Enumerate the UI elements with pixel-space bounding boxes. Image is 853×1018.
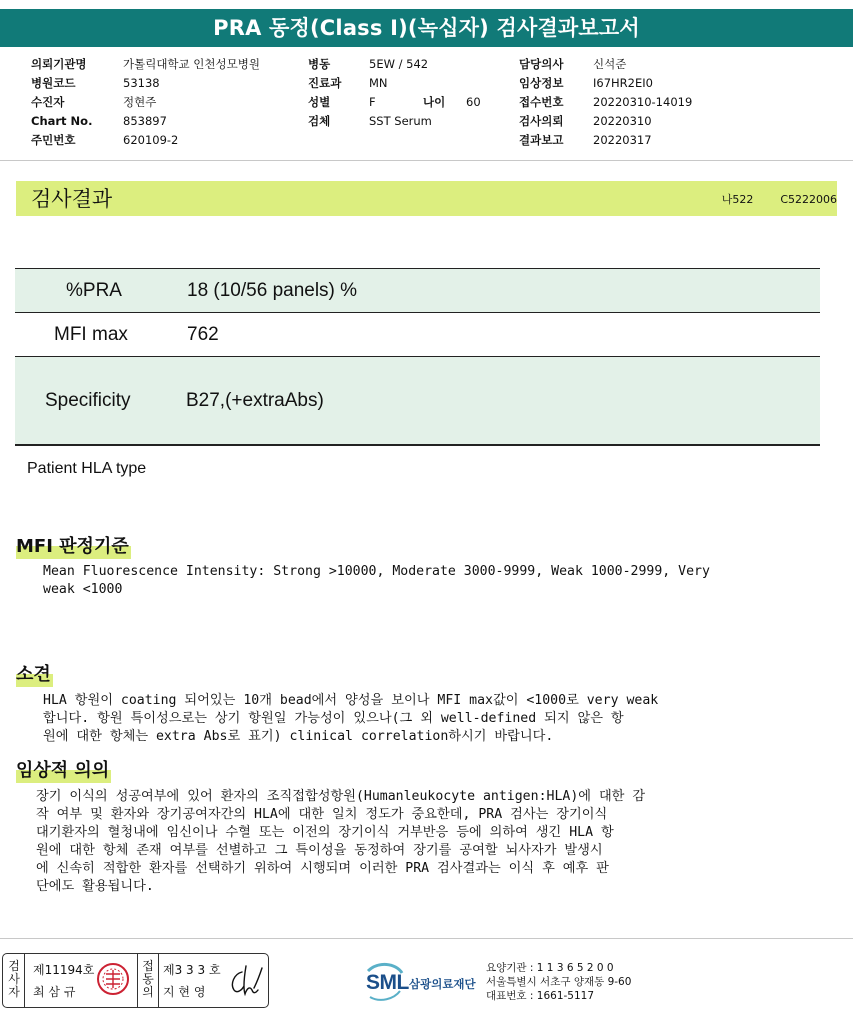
- inspector-name: 최 삼 규: [33, 985, 76, 999]
- org-line: 서울특별시 서초구 양재동 9-60: [486, 976, 632, 988]
- vertical-char: 접: [142, 959, 154, 973]
- specificity-value: B27,(+extraAbs): [186, 390, 324, 411]
- header-value: 53138: [123, 76, 160, 90]
- header-value: 853897: [123, 114, 167, 128]
- report-title: PRA 동정(Class I)(녹십자) 검사결과보고서: [0, 9, 853, 47]
- mfi-criteria-line: weak <1000: [43, 582, 123, 597]
- header-value: SST Serum: [369, 114, 432, 128]
- table-bottom-line: [15, 444, 820, 446]
- signature-box: [2, 953, 269, 1008]
- header-label: 수진자: [31, 95, 65, 109]
- header-label: Chart No.: [31, 114, 93, 128]
- table-row-pra: [15, 269, 820, 312]
- vertical-char: 검: [8, 959, 20, 973]
- logo-subtext: 삼광의료재단: [409, 977, 476, 991]
- mfi-max-value: 762: [187, 324, 219, 345]
- header-value: 5EW / 542: [369, 57, 429, 71]
- pra-value: 18 (10/56 panels) %: [187, 280, 358, 301]
- header-label: 성별: [308, 95, 331, 109]
- clinical-heading: 임상적 의의: [16, 760, 110, 781]
- pra-label: %PRA: [66, 280, 122, 301]
- header-value: 620109-2: [123, 133, 179, 147]
- receiver-vertical-label: [141, 960, 155, 999]
- header-label: 검사의뢰: [519, 114, 564, 128]
- logo-text: SML: [366, 971, 409, 994]
- header-label: 담당의사: [519, 57, 564, 71]
- mfi-criteria-line: Mean Fluorescence Intensity: Strong >10000, Moderate 3000-9999, Weak 1000-2999, Very: [43, 564, 710, 579]
- inspector-license-no: 제11194호: [33, 963, 95, 977]
- vertical-char: 자: [8, 985, 20, 999]
- receiver-license-no: 제3 3 3 호: [163, 963, 221, 977]
- header-col-3: [519, 55, 692, 150]
- header-value: F: [369, 95, 376, 109]
- mfi-max-label: MFI max: [54, 324, 128, 345]
- vertical-char: 동: [142, 972, 154, 986]
- specificity-label: Specificity: [45, 390, 131, 411]
- box-divider: [137, 954, 138, 1007]
- header-value: 20220310-14019: [593, 95, 693, 109]
- header-value: 20220310: [593, 114, 652, 128]
- header-label: 병원코드: [31, 76, 76, 90]
- clinical-line: 에 신속히 적합한 환자를 선택하기 위하여 시행되며 이러한 PRA 검사결과는 이식 후 예후 판: [36, 861, 609, 876]
- org-line: 요양기관 : 1 1 3 6 5 2 0 0: [486, 962, 614, 974]
- header-label: 의뢰기관명: [31, 57, 87, 71]
- organization-info: [486, 961, 631, 1003]
- header-value: 가톨릭대학교 인천성모병원: [123, 57, 260, 71]
- header-label: 주민번호: [31, 133, 76, 147]
- footer-divider: [0, 938, 853, 939]
- opinion-line: 원에 대한 항체는 extra Abs로 표기) clinical correlation하시기 바랍니다.: [43, 729, 554, 744]
- opinion-line: 합니다. 항원 특이성으로는 상기 항원일 가능성이 있으나(그 외 well-defined 되지 않은 항: [43, 711, 624, 726]
- header-value: 정현주: [123, 95, 157, 109]
- header-label: 접수번호: [519, 95, 564, 109]
- header-label: 임상정보: [519, 76, 564, 90]
- clinical-line: 단에도 활용됩니다.: [36, 879, 154, 894]
- header-col-2: [308, 55, 481, 131]
- age-value: 60: [466, 95, 481, 109]
- clinical-line: 원에 대한 항체 존재 여부를 선별하고 그 특이성을 동정하여 장기를 공여할 뇌사자가 발생시: [36, 843, 603, 858]
- header-value: 신석준: [593, 57, 627, 71]
- result-banner: [16, 181, 837, 216]
- sml-logo: [364, 961, 484, 1001]
- hla-type-label: Patient HLA type: [27, 460, 147, 477]
- seal-stamp-icon: [96, 962, 130, 996]
- result-heading: 검사결과: [31, 187, 113, 211]
- header-label: 진료과: [308, 76, 342, 90]
- box-divider: [158, 954, 159, 1007]
- table-row-specificity: [15, 357, 820, 444]
- clinical-line: 대기환자의 혈청내에 임신이나 수혈 또는 이전의 장기이식 거부반응 등에 의하여 생긴 HLA 항: [36, 825, 614, 840]
- opinion-heading: 소견: [16, 664, 51, 685]
- age-label: 나이: [423, 95, 446, 109]
- inspector-vertical-label: [7, 960, 21, 999]
- org-line: 대표번호 : 1661-5117: [486, 990, 595, 1002]
- result-code-1: 나522: [721, 193, 754, 206]
- result-code-2: C5222006: [780, 193, 837, 206]
- vertical-char: 사: [8, 972, 20, 986]
- receiver-name: 지 현 영: [163, 985, 206, 999]
- opinion-line: HLA 항원이 coating 되어있는 10개 bead에서 양성을 보이나 MFI max값이 <1000로 very weak: [43, 693, 659, 708]
- header-divider: [0, 160, 853, 161]
- result-codes: [722, 189, 837, 211]
- header-label: 결과보고: [519, 133, 564, 147]
- header-label: 검체: [308, 114, 331, 128]
- clinical-line: 작 여부 및 환자와 장기공여자간의 HLA에 대한 일치 정도가 중요한데, PRA 검사는 장기이식: [36, 807, 608, 822]
- header-value: 20220317: [593, 133, 652, 147]
- signature-icon: [224, 960, 264, 1000]
- vertical-char: 의: [142, 985, 154, 999]
- header-value: MN: [369, 76, 388, 90]
- table-row-mfi: [15, 313, 820, 356]
- box-divider: [24, 954, 25, 1007]
- header-col-1: [31, 55, 260, 150]
- header-label: 병동: [308, 57, 331, 71]
- mfi-criteria-heading: MFI 판정기준: [16, 536, 129, 557]
- clinical-line: 장기 이식의 성공여부에 있어 환자의 조직접합성항원(Humanleukocyte antigen:HLA)에 대한 감: [36, 789, 646, 804]
- header-value: I67HR2EI0: [593, 76, 653, 90]
